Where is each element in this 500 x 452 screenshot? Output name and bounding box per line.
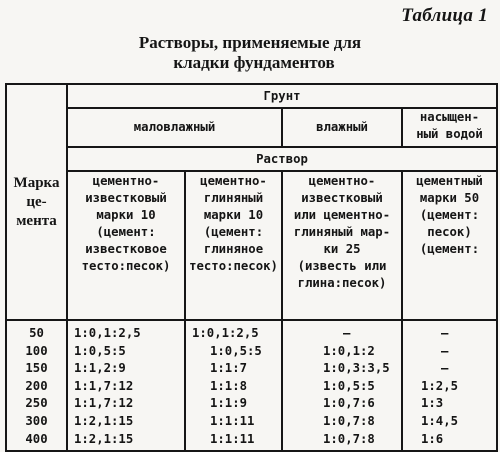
cement-clay-values: 1:0,1:2,5 1:0,5:5 1:1:7 1:1:8 1:1:9 1:1:11 1:1:11 bbox=[185, 320, 282, 451]
cement-values: – – – 1:2,5 1:3 1:4,5 1:6 bbox=[402, 320, 497, 451]
mortar-table bbox=[5, 83, 498, 452]
grade-25-values: – 1:0,1:2 1:0,3:3,5 1:0,5:5 1:0,7:6 1:0,7:8 1:0,7:8 bbox=[282, 320, 402, 451]
soil-type-low-moisture: маловлажный bbox=[67, 108, 282, 147]
column-header-grade-25: цементно- известковый или цементно- глиняный мар- ки 25 (известь или глина:песок) bbox=[282, 171, 402, 320]
column-header-cement-clay: цементно- глиняный марки 10 (цемент: глиняное тесто:песок) bbox=[185, 171, 282, 320]
table-title bbox=[0, 33, 500, 73]
table-caption: Таблица 1 bbox=[401, 5, 488, 26]
grade-column: 50 100 150 200 250 300 400 bbox=[6, 320, 67, 451]
soil-type-saturated: насыщен- ный водой bbox=[402, 108, 497, 147]
column-header-cement: цементный марки 50 (цемент: песок) (цемент: bbox=[402, 171, 497, 320]
mortar-header: Раствор bbox=[67, 147, 497, 171]
soil-header: Грунт bbox=[67, 84, 497, 108]
cement-grade-header: Марка це- мента bbox=[6, 84, 67, 320]
title-line-1: Растворы, применяемые для bbox=[138, 33, 362, 52]
soil-type-moist: влажный bbox=[282, 108, 402, 147]
cement-lime-values: 1:0,1:2,5 1:0,5:5 1:1,2:9 1:1,7:12 1:1,7:12 1:2,1:15 1:2,1:15 bbox=[67, 320, 185, 451]
column-header-cement-lime: цементно- известковый марки 10 (цемент: известковое тесто:песок) bbox=[67, 171, 185, 320]
title-line-2: кладки фундаментов bbox=[173, 53, 335, 72]
